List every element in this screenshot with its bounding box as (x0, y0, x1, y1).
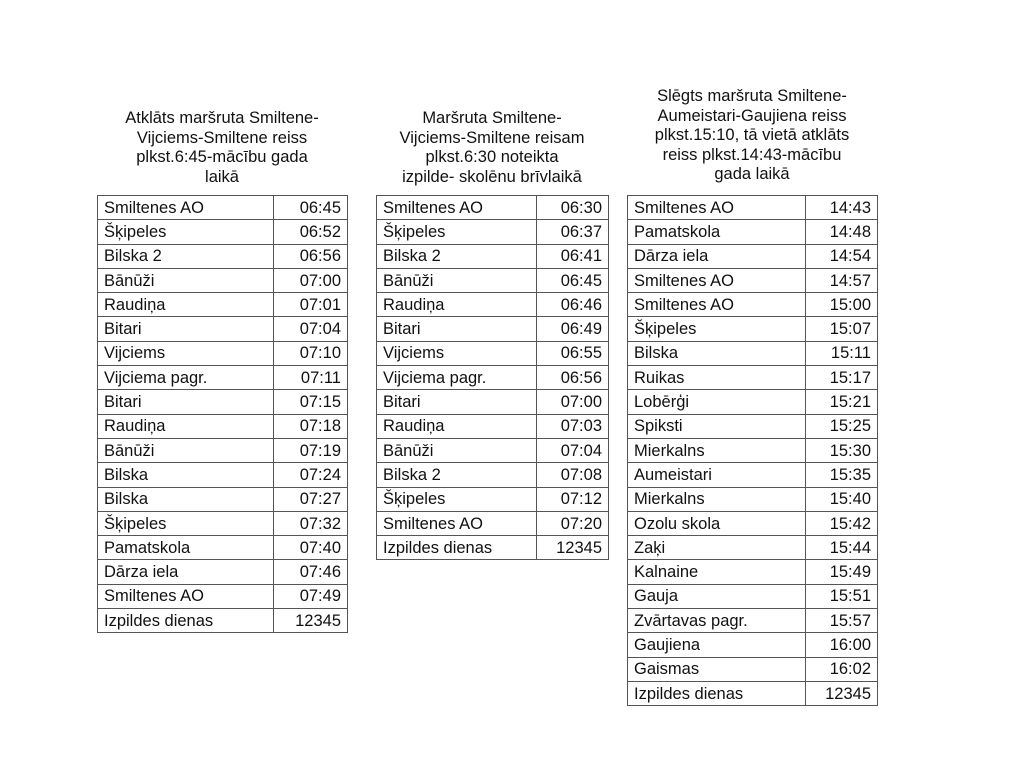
departure-time-cell: 07:15 (274, 390, 348, 414)
departure-time-cell: 07:27 (274, 487, 348, 511)
departure-time-cell: 07:00 (274, 268, 348, 292)
table-row (98, 196, 348, 220)
stop-name-cell: Izpildes dienas (98, 609, 274, 633)
departure-time-cell: 14:54 (806, 244, 878, 268)
title-line: Slēgts maršruta Smiltene- (657, 87, 847, 105)
table-row (628, 341, 878, 365)
title-line: Atklāts maršruta Smiltene- (125, 109, 319, 127)
stop-name-cell: Vijciema pagr. (377, 366, 537, 390)
stop-name-cell: Vijciems (377, 341, 537, 365)
table-row (377, 438, 609, 462)
title-line: plkst.6:45-mācību gada (136, 148, 308, 166)
departure-time-cell: 07:20 (537, 511, 609, 535)
stop-name-cell: Aumeistari (628, 463, 806, 487)
departure-time-cell: 15:21 (806, 390, 878, 414)
departure-time-cell: 15:49 (806, 560, 878, 584)
table-row (377, 390, 609, 414)
schedule-3-table (627, 195, 878, 706)
stop-name-cell: Vijciems (98, 341, 274, 365)
departure-time-cell: 12345 (806, 681, 878, 705)
table-row (377, 244, 609, 268)
departure-time-cell: 07:01 (274, 293, 348, 317)
departure-time-cell: 07:08 (537, 463, 609, 487)
departure-time-cell: 07:12 (537, 487, 609, 511)
stop-name-cell: Smiltenes AO (628, 268, 806, 292)
title-line: plkst.6:30 noteikta (425, 148, 559, 166)
table-row (377, 366, 609, 390)
title-line: reiss plkst.14:43-mācību (662, 145, 842, 164)
table-row (628, 268, 878, 292)
stop-name-cell: Raudiņa (98, 293, 274, 317)
table-row (628, 244, 878, 268)
stop-name-cell: Pamatskola (98, 536, 274, 560)
table-row (628, 536, 878, 560)
table-row (377, 487, 609, 511)
stop-name-cell: Smiltenes AO (628, 196, 806, 220)
stop-name-cell: Bilska (628, 341, 806, 365)
departure-time-cell: 07:00 (537, 390, 609, 414)
table-row (628, 366, 878, 390)
stop-name-cell: Šķipeles (377, 487, 537, 511)
title-line: plkst.15:10, tā vietā atklāts (654, 126, 850, 144)
departure-time-cell: 07:10 (274, 341, 348, 365)
departure-time-cell: 15:07 (806, 317, 878, 341)
stop-name-cell: Bilska 2 (98, 244, 274, 268)
table-row (628, 609, 878, 633)
title-line: laikā (205, 167, 239, 186)
departure-time-cell: 15:57 (806, 609, 878, 633)
departure-time-cell: 06:41 (537, 244, 609, 268)
table-row (98, 536, 348, 560)
table-row (98, 220, 348, 244)
departure-time-cell: 12345 (537, 536, 609, 560)
stop-name-cell: Bilska 2 (377, 463, 537, 487)
table-row (377, 511, 609, 535)
stop-name-cell: Bilska (98, 463, 274, 487)
title-line: Aumeistari-Gaujiena reiss (657, 106, 847, 125)
table-row (377, 463, 609, 487)
schedule-1-table (97, 195, 348, 633)
table-row (628, 487, 878, 511)
stop-name-cell: Raudiņa (377, 414, 537, 438)
table-row (377, 220, 609, 244)
departure-time-cell: 14:43 (806, 196, 878, 220)
stop-name-cell: Šķipeles (628, 317, 806, 341)
departure-time-cell: 07:04 (274, 317, 348, 341)
stop-name-cell: Smiltenes AO (377, 511, 537, 535)
table-row (377, 536, 609, 560)
stop-name-cell: Bānūži (377, 268, 537, 292)
stop-name-cell: Bilska (98, 487, 274, 511)
stop-name-cell: Bilska 2 (377, 244, 537, 268)
table-row (628, 681, 878, 705)
departure-time-cell: 06:49 (537, 317, 609, 341)
table-row (98, 511, 348, 535)
table-row (377, 196, 609, 220)
stop-name-cell: Bānūži (98, 268, 274, 292)
table-row (377, 341, 609, 365)
departure-time-cell: 15:44 (806, 536, 878, 560)
stop-name-cell: Gaujiena (628, 633, 806, 657)
table-row (377, 414, 609, 438)
table-row (98, 487, 348, 511)
stop-name-cell: Dārza iela (628, 244, 806, 268)
schedule-3-title (627, 87, 877, 185)
stop-name-cell: Kalnaine (628, 560, 806, 584)
departure-time-cell: 15:40 (806, 487, 878, 511)
departure-time-cell: 14:57 (806, 268, 878, 292)
departure-time-cell: 07:11 (274, 366, 348, 390)
table-row (628, 317, 878, 341)
departure-time-cell: 15:42 (806, 511, 878, 535)
title-line: Maršruta Smiltene- (422, 109, 562, 127)
departure-time-cell: 15:51 (806, 584, 878, 608)
stop-name-cell: Bitari (98, 390, 274, 414)
stop-name-cell: Bānūži (377, 438, 537, 462)
table-row (628, 196, 878, 220)
departure-time-cell: 06:30 (537, 196, 609, 220)
title-line: Vijciems-Smiltene reisam (399, 128, 585, 147)
table-row (628, 463, 878, 487)
stop-name-cell: Ruikas (628, 366, 806, 390)
departure-time-cell: 15:17 (806, 366, 878, 390)
table-row (98, 560, 348, 584)
table-row (98, 584, 348, 608)
stop-name-cell: Spiksti (628, 414, 806, 438)
departure-time-cell: 16:02 (806, 657, 878, 681)
stop-name-cell: Lobērģi (628, 390, 806, 414)
stop-name-cell: Smiltenes AO (628, 293, 806, 317)
table-row (628, 657, 878, 681)
stop-name-cell: Gaismas (628, 657, 806, 681)
table-row (628, 584, 878, 608)
departure-time-cell: 14:48 (806, 220, 878, 244)
table-row (628, 293, 878, 317)
departure-time-cell: 07:04 (537, 438, 609, 462)
stop-name-cell: Vijciema pagr. (98, 366, 274, 390)
departure-time-cell: 06:45 (537, 268, 609, 292)
table-row (98, 609, 348, 633)
stop-name-cell: Smiltenes AO (98, 196, 274, 220)
departure-time-cell: 07:40 (274, 536, 348, 560)
departure-time-cell: 07:18 (274, 414, 348, 438)
departure-time-cell: 06:56 (274, 244, 348, 268)
stop-name-cell: Zvārtavas pagr. (628, 609, 806, 633)
title-line: izpilde- skolēnu brīvlaikā (402, 167, 582, 186)
departure-time-cell: 07:32 (274, 511, 348, 535)
table-row (628, 560, 878, 584)
table-row (98, 414, 348, 438)
departure-time-cell: 16:00 (806, 633, 878, 657)
departure-time-cell: 15:00 (806, 293, 878, 317)
table-row (98, 268, 348, 292)
departure-time-cell: 12345 (274, 609, 348, 633)
title-line: Vijciems-Smiltene reiss (136, 128, 308, 147)
departure-time-cell: 15:30 (806, 438, 878, 462)
departure-time-cell: 06:37 (537, 220, 609, 244)
departure-time-cell: 07:46 (274, 560, 348, 584)
table-row (628, 390, 878, 414)
departure-time-cell: 07:49 (274, 584, 348, 608)
stop-name-cell: Bitari (98, 317, 274, 341)
departure-time-cell: 15:25 (806, 414, 878, 438)
departure-time-cell: 07:24 (274, 463, 348, 487)
departure-time-cell: 07:19 (274, 438, 348, 462)
departure-time-cell: 06:56 (537, 366, 609, 390)
departure-time-cell: 15:35 (806, 463, 878, 487)
schedule-2-title (376, 109, 608, 187)
table-row (628, 438, 878, 462)
table-row (628, 633, 878, 657)
departure-time-cell: 06:52 (274, 220, 348, 244)
stop-name-cell: Zaķi (628, 536, 806, 560)
stop-name-cell: Smiltenes AO (98, 584, 274, 608)
stop-name-cell: Raudiņa (377, 293, 537, 317)
stop-name-cell: Šķipeles (98, 220, 274, 244)
schedule-1-title (97, 109, 347, 187)
stop-name-cell: Smiltenes AO (377, 196, 537, 220)
title-line: gada laikā (714, 165, 790, 183)
table-row (98, 366, 348, 390)
stop-name-cell: Dārza iela (98, 560, 274, 584)
table-row (98, 463, 348, 487)
stop-name-cell: Mierkalns (628, 438, 806, 462)
table-row (98, 244, 348, 268)
stop-name-cell: Bitari (377, 390, 537, 414)
stop-name-cell: Pamatskola (628, 220, 806, 244)
stop-name-cell: Šķipeles (377, 220, 537, 244)
table-row (377, 293, 609, 317)
schedule-2-table (376, 195, 609, 560)
stop-name-cell: Bānūži (98, 438, 274, 462)
departure-time-cell: 07:03 (537, 414, 609, 438)
table-row (628, 414, 878, 438)
table-row (98, 293, 348, 317)
table-row (377, 268, 609, 292)
stop-name-cell: Gauja (628, 584, 806, 608)
table-row (98, 341, 348, 365)
table-row (628, 511, 878, 535)
departure-time-cell: 06:45 (274, 196, 348, 220)
stop-name-cell: Izpildes dienas (628, 681, 806, 705)
table-row (98, 438, 348, 462)
table-row (98, 390, 348, 414)
departure-time-cell: 06:46 (537, 293, 609, 317)
table-row (628, 220, 878, 244)
stop-name-cell: Bitari (377, 317, 537, 341)
table-row (377, 317, 609, 341)
stop-name-cell: Raudiņa (98, 414, 274, 438)
stop-name-cell: Izpildes dienas (377, 536, 537, 560)
stop-name-cell: Šķipeles (98, 511, 274, 535)
stop-name-cell: Mierkalns (628, 487, 806, 511)
departure-time-cell: 15:11 (806, 341, 878, 365)
stop-name-cell: Ozolu skola (628, 511, 806, 535)
table-row (98, 317, 348, 341)
departure-time-cell: 06:55 (537, 341, 609, 365)
